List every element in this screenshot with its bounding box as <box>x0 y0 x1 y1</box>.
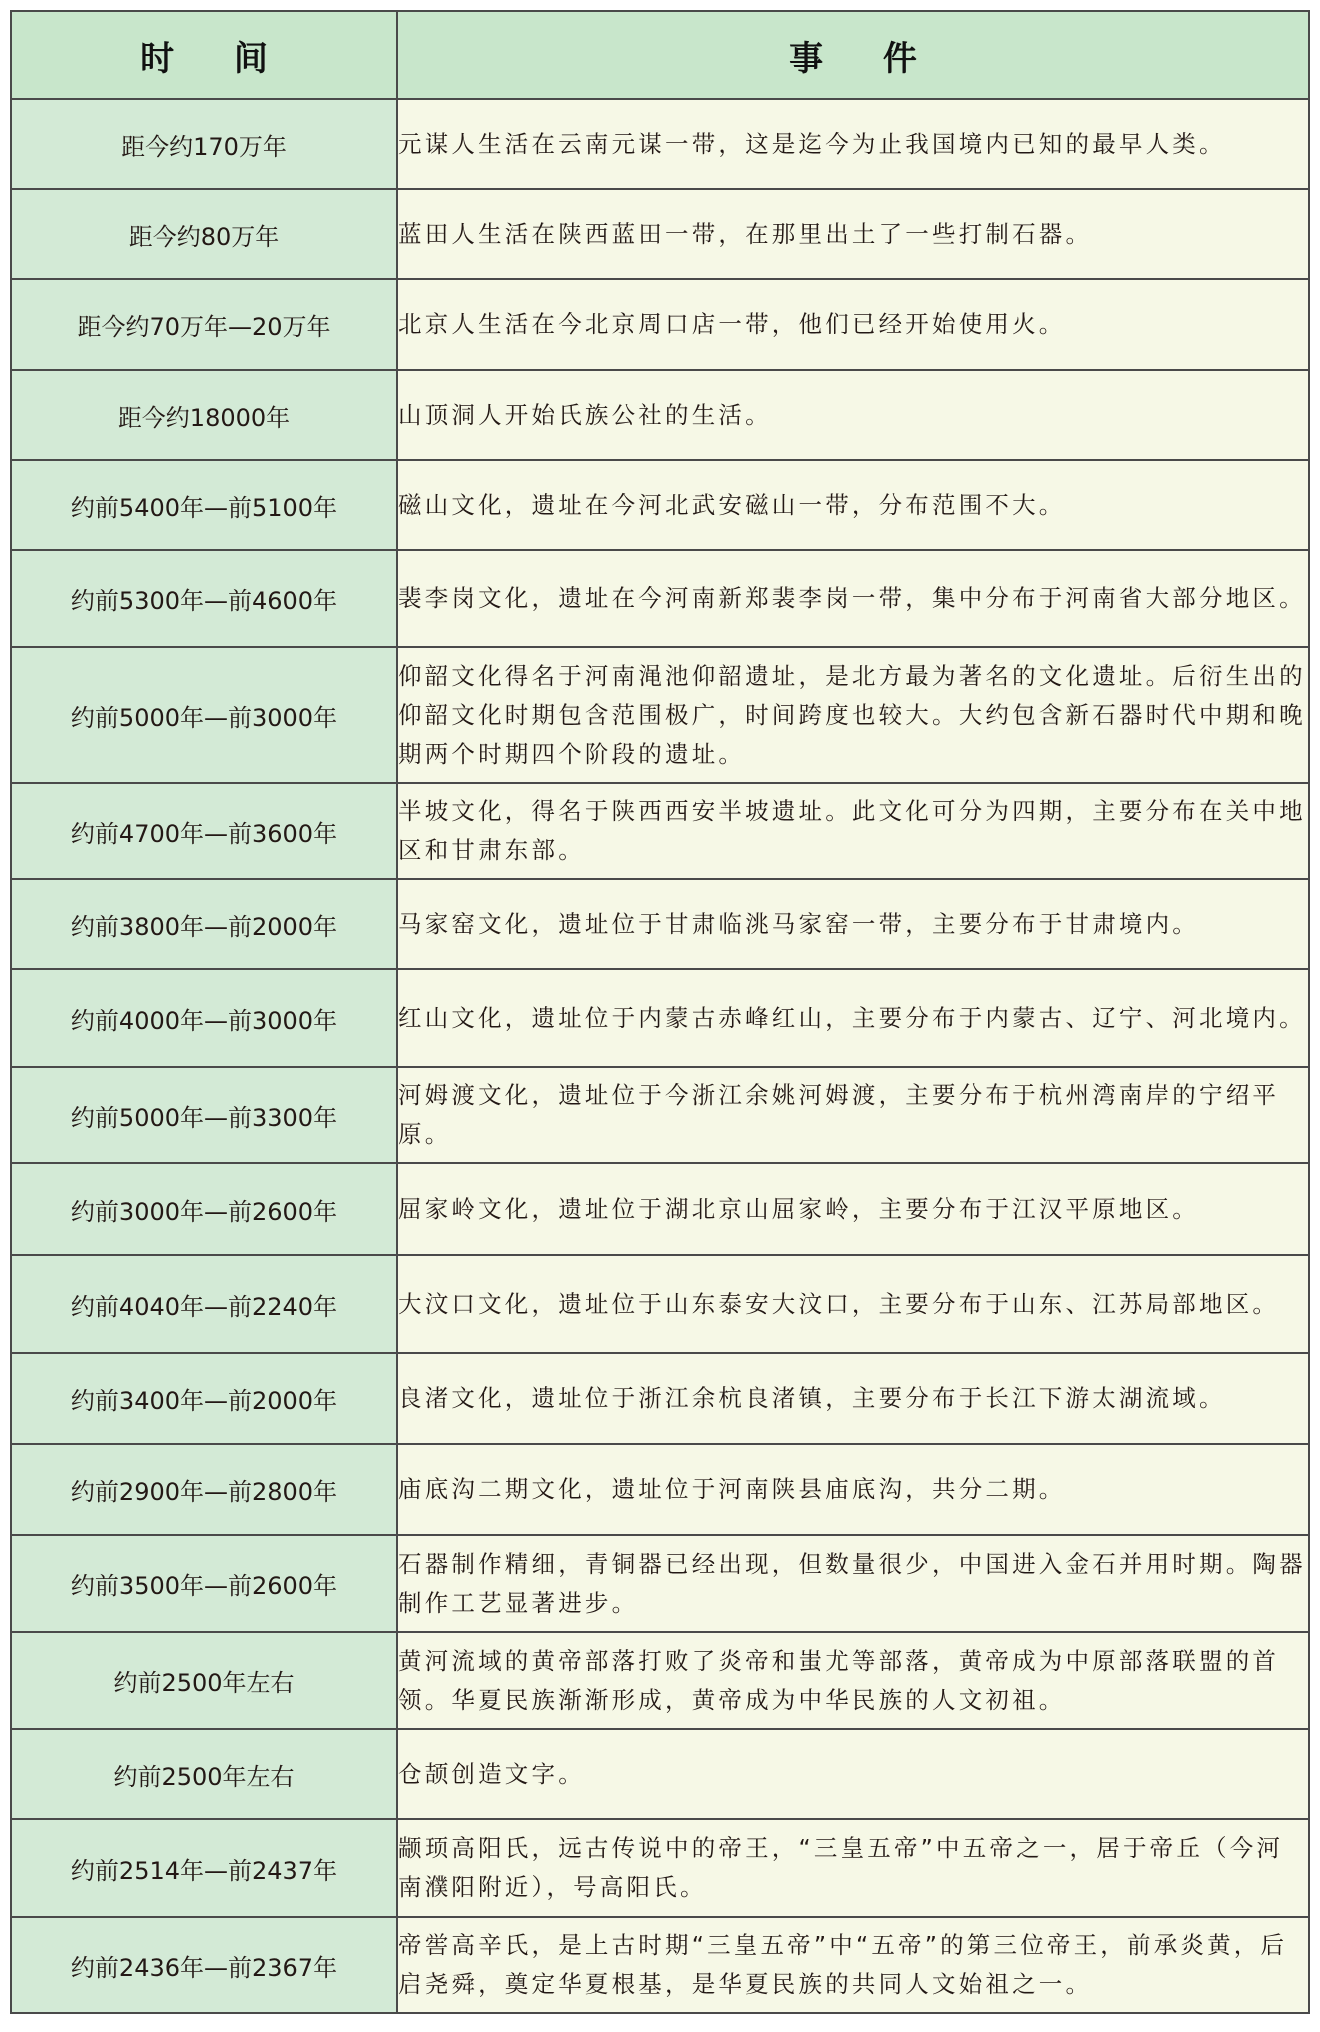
time-cell: 距今约170万年 <box>11 99 397 189</box>
event-cell: 黄河流域的黄帝部落打败了炎帝和蚩尤等部落，黄帝成为中原部落联盟的首领。华夏民族渐渐形成，黄帝成为中华民族的人文初祖。 <box>397 1632 1309 1729</box>
table-row <box>11 1819 1309 1917</box>
event-cell: 帝喾高辛氏，是上古时期“三皇五帝”中“五帝”的第三位帝王，前承炎黄，后启尧舜，奠定华夏根基，是华夏民族的共同人文始祖之一。 <box>397 1917 1309 2013</box>
header-row <box>11 11 1309 99</box>
table-row <box>11 969 1309 1067</box>
table-row <box>11 460 1309 550</box>
table-row <box>11 279 1309 370</box>
time-cell: 约前2436年—前2367年 <box>11 1917 397 2013</box>
table-row <box>11 1535 1309 1632</box>
time-cell: 约前3500年—前2600年 <box>11 1535 397 1632</box>
event-column-header: 事 件 <box>397 11 1309 99</box>
table-row <box>11 1067 1309 1163</box>
timeline-table-container <box>10 10 1308 2014</box>
time-cell: 约前2900年—前2800年 <box>11 1444 397 1535</box>
event-cell: 河姆渡文化，遗址位于今浙江余姚河姆渡，主要分布于杭州湾南岸的宁绍平原。 <box>397 1067 1309 1163</box>
time-column-header: 时 间 <box>11 11 397 99</box>
event-cell: 裴李岗文化，遗址在今河南新郑裴李岗一带，集中分布于河南省大部分地区。 <box>397 550 1309 647</box>
time-cell: 约前5400年—前5100年 <box>11 460 397 550</box>
table-row <box>11 189 1309 279</box>
time-cell: 约前3800年—前2000年 <box>11 879 397 969</box>
time-cell: 约前5000年—前3300年 <box>11 1067 397 1163</box>
table-row <box>11 1729 1309 1819</box>
event-cell: 庙底沟二期文化，遗址位于河南陕县庙底沟，共分二期。 <box>397 1444 1309 1535</box>
table-row <box>11 647 1309 783</box>
event-cell: 蓝田人生活在陕西蓝田一带，在那里出土了一些打制石器。 <box>397 189 1309 279</box>
time-cell: 距今约80万年 <box>11 189 397 279</box>
table-row <box>11 550 1309 647</box>
time-cell: 约前2500年左右 <box>11 1632 397 1729</box>
table-row <box>11 1444 1309 1535</box>
event-cell: 山顶洞人开始氏族公社的生活。 <box>397 370 1309 460</box>
table-row <box>11 370 1309 460</box>
table-row <box>11 1917 1309 2013</box>
table-row <box>11 783 1309 879</box>
time-cell: 约前3000年—前2600年 <box>11 1163 397 1255</box>
event-cell: 北京人生活在今北京周口店一带，他们已经开始使用火。 <box>397 279 1309 370</box>
timeline-table <box>10 10 1310 2014</box>
table-row <box>11 1163 1309 1255</box>
time-cell: 约前4700年—前3600年 <box>11 783 397 879</box>
event-cell: 马家窑文化，遗址位于甘肃临洮马家窑一带，主要分布于甘肃境内。 <box>397 879 1309 969</box>
time-cell: 约前4040年—前2240年 <box>11 1255 397 1353</box>
event-cell: 元谋人生活在云南元谋一带，这是迄今为止我国境内已知的最早人类。 <box>397 99 1309 189</box>
time-cell: 约前4000年—前3000年 <box>11 969 397 1067</box>
event-cell: 磁山文化，遗址在今河北武安磁山一带，分布范围不大。 <box>397 460 1309 550</box>
time-cell: 约前5300年—前4600年 <box>11 550 397 647</box>
table-row <box>11 879 1309 969</box>
table-row <box>11 1632 1309 1729</box>
event-cell: 仓颉创造文字。 <box>397 1729 1309 1819</box>
time-cell: 约前2514年—前2437年 <box>11 1819 397 1917</box>
event-cell: 屈家岭文化，遗址位于湖北京山屈家岭，主要分布于江汉平原地区。 <box>397 1163 1309 1255</box>
event-cell: 大汶口文化，遗址位于山东泰安大汶口，主要分布于山东、江苏局部地区。 <box>397 1255 1309 1353</box>
event-cell: 半坡文化，得名于陕西西安半坡遗址。此文化可分为四期，主要分布在关中地区和甘肃东部。 <box>397 783 1309 879</box>
event-cell: 颛顼高阳氏，远古传说中的帝王，“三皇五帝”中五帝之一，居于帝丘（今河南濮阳附近），号高阳氏。 <box>397 1819 1309 1917</box>
time-cell: 距今约18000年 <box>11 370 397 460</box>
time-cell: 约前5000年—前3000年 <box>11 647 397 783</box>
event-cell: 仰韶文化得名于河南渑池仰韶遗址，是北方最为著名的文化遗址。后衍生出的仰韶文化时期包含范围极广，时间跨度也较大。大约包含新石器时代中期和晚期两个时期四个阶段的遗址。 <box>397 647 1309 783</box>
time-cell: 约前3400年—前2000年 <box>11 1353 397 1444</box>
table-row <box>11 99 1309 189</box>
event-cell: 石器制作精细，青铜器已经出现，但数量很少，中国进入金石并用时期。陶器制作工艺显著进步。 <box>397 1535 1309 1632</box>
event-cell: 良渚文化，遗址位于浙江余杭良渚镇，主要分布于长江下游太湖流域。 <box>397 1353 1309 1444</box>
table-row <box>11 1255 1309 1353</box>
time-cell: 距今约70万年—20万年 <box>11 279 397 370</box>
event-cell: 红山文化，遗址位于内蒙古赤峰红山，主要分布于内蒙古、辽宁、河北境内。 <box>397 969 1309 1067</box>
table-row <box>11 1353 1309 1444</box>
time-cell: 约前2500年左右 <box>11 1729 397 1819</box>
